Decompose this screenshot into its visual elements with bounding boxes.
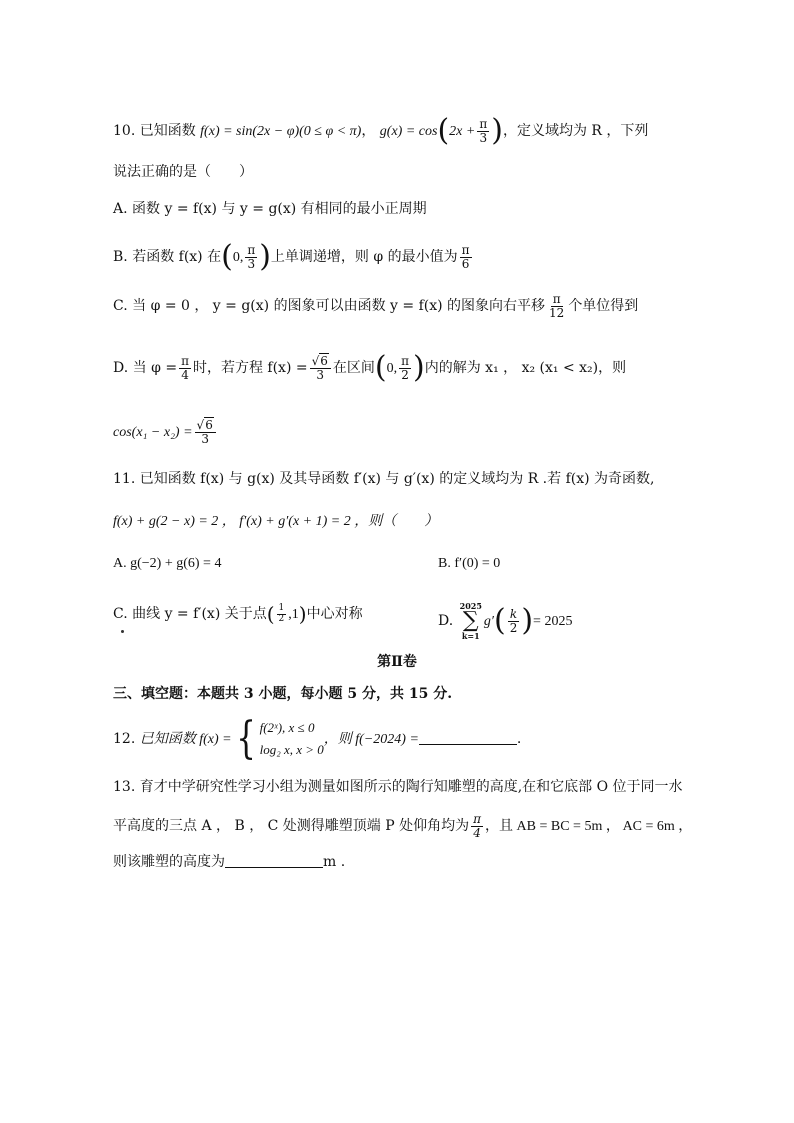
paren-left: (: [266, 602, 275, 626]
q10-a-text: A. 函数 y = f(x) 与 y = g(x) 有相同的最小正周期: [113, 201, 427, 217]
q11-option-b: [438, 553, 500, 574]
frac-num: π: [247, 242, 256, 257]
paren-right: ): [491, 113, 503, 148]
q10-line2: [113, 162, 253, 182]
answer-blank[interactable]: [419, 732, 517, 745]
frac-den: 4: [181, 367, 189, 382]
pi-over-2: [399, 355, 411, 381]
frac-num: π: [479, 116, 488, 131]
summation: [460, 602, 482, 640]
frac-num: k: [509, 606, 518, 621]
q13-line1: [113, 777, 683, 797]
q11-stem-a: 已知函数 f(x) 与 g(x) 及其导函数 f′(x) 与 g′(x) 的定义域均为 R .若 f(x) 为奇函数,: [139, 471, 655, 487]
q12-end: .: [516, 731, 522, 747]
q13-line3-b: m .: [323, 854, 346, 870]
case-2: log₂ x, x > 0: [259, 742, 324, 757]
q13-line2-a: 平高度的三点 A ， B ， C 处测得雕塑顶端 P 处仰角均为: [113, 818, 470, 835]
stray-dot: [121, 630, 124, 633]
q11-option-c: [113, 604, 363, 625]
frac-num: √6: [195, 419, 216, 433]
paren-left: (: [493, 603, 506, 638]
frac-den: 3: [479, 130, 488, 145]
sqrt6-over-3: [310, 355, 331, 381]
q11-line1: [113, 469, 654, 489]
paren-right: ): [298, 602, 307, 626]
q11-d-g: g′: [483, 614, 494, 629]
paren-right: ): [413, 350, 425, 385]
half-fraction: [277, 604, 287, 624]
q12-line: [113, 713, 522, 764]
q10-option-d: [113, 350, 627, 385]
q13-label: 13.: [113, 779, 136, 795]
q11-label: 11.: [113, 471, 136, 487]
q10-line1: [113, 113, 649, 148]
q11-stem-b: f(x) + g(2 − x) = 2 ， f′(x) + g′(x + 1) = 2 ，则（ ）: [113, 514, 439, 529]
q11-option-d: [438, 602, 572, 640]
q10-stem-a: 已知函数: [139, 123, 196, 139]
radicand: 6: [205, 418, 213, 432]
q11-c-text-a: C. 曲线 y = f′(x) 关于点: [113, 606, 267, 622]
part2-title: 第Ⅱ卷: [377, 654, 417, 670]
frac-den: 3: [201, 431, 210, 446]
q10-d-interval: 0,: [386, 361, 398, 376]
q10-label: 10.: [113, 123, 136, 139]
frac-num: π: [461, 242, 470, 257]
q10-d-text-c: 在区间: [332, 360, 375, 376]
frac-den: 6: [461, 256, 470, 271]
pi-over-3: [245, 244, 257, 270]
q10-option-c: [113, 293, 638, 319]
radicand: 6: [320, 353, 328, 368]
q10-d-text-b: 时，若方程 f(x) =: [192, 360, 308, 376]
q11-a-text: A. g(−2) + g(6) = 4: [113, 556, 222, 571]
q11-c-text-b: ,1: [288, 607, 299, 622]
frac-den: 4: [473, 825, 481, 840]
q10-d-text-a: D. 当 φ =: [113, 360, 178, 376]
q10-b-text-a: B. 若函数 f(x) 在: [113, 249, 222, 265]
paren-left: (: [374, 350, 387, 385]
paren-left: (: [437, 113, 450, 148]
q10-c-text-a: C. 当 φ = 0 ， y = g(x) 的图象可以由函数 y = f(x) 的图象向右平移: [113, 298, 546, 315]
q10-c-text-b: 个单位得到: [568, 298, 639, 315]
frac-num: π: [473, 812, 482, 826]
pi-over-6: [460, 244, 472, 270]
q12-stem-a: 已知函数 f(x) =: [139, 732, 232, 747]
pi-over-12: [547, 293, 566, 319]
sigma-symbol: ∑: [462, 608, 479, 633]
q10-f-def: f(x) = sin(2x − φ)(0 ≤ φ < π): [200, 124, 362, 139]
piecewise-cases: [260, 717, 324, 761]
q10-sep: ，: [361, 123, 376, 139]
pi-over-3: [477, 118, 489, 144]
case-1: f(2ˣ), x ≤ 0: [259, 720, 315, 735]
frac-den: 3: [247, 256, 256, 271]
section-heading: 三、填空题：本题共 3 小题，每小题 5 分，共 15 分.: [113, 686, 453, 702]
q13-line1-text: 育才中学研究性学习小组为测量如图所示的陶行知雕塑的高度,在和它底部 O 位于同一水: [139, 779, 683, 795]
q11-option-a: [113, 553, 221, 574]
k-over-2: [508, 608, 520, 634]
pi-over-4: [471, 813, 483, 839]
frac-num: π: [401, 353, 409, 368]
q10-option-d-cont: [113, 419, 218, 445]
frac-den: 3: [316, 367, 325, 382]
sqrt6-over-3: [195, 419, 216, 445]
q12-stem-b: ，则 f(−2024) =: [323, 732, 419, 747]
sum-upper: 2025: [459, 601, 482, 611]
q10-b-interval: 0,: [232, 250, 244, 265]
frac-den: 2: [509, 620, 518, 635]
q10-d-text-e: cos(x₁ − x₂) =: [113, 425, 193, 441]
q10-option-a: [113, 199, 427, 219]
q13-line2-b: ，且 AB = BC = 5m ， AC = 6m ，: [485, 819, 693, 835]
q10-b-text-b: 上单调递增，则 φ 的最小值为: [270, 249, 458, 265]
q10-stem-c: 说法正确的是（ ）: [113, 164, 253, 180]
frac-num: √6: [310, 355, 331, 369]
q13-line2: [113, 813, 692, 839]
q10-option-b: [113, 239, 474, 274]
paren-left: (: [221, 239, 233, 274]
q13-line3: [113, 852, 345, 872]
frac-den: 2: [278, 613, 285, 624]
frac-num: π: [552, 292, 561, 306]
q10-stem-b: ，定义域均为 R ，下列: [502, 123, 649, 139]
frac-den: 2: [401, 367, 409, 382]
frac-num: π: [181, 353, 189, 368]
q11-d-label: D.: [438, 613, 454, 629]
q10-d-text-d: 内的解为 x₁ ， x₂ (x₁ < x₂)，则: [424, 360, 627, 376]
answer-blank[interactable]: [225, 855, 323, 868]
q11-c-text-c: 中心对称: [306, 606, 363, 622]
brace-left: {: [235, 713, 256, 764]
q12-label: 12.: [113, 731, 136, 747]
frac-num: 1: [278, 603, 285, 614]
q11-line2: [113, 511, 438, 532]
q11-b-text: B. f′(0) = 0: [438, 556, 501, 571]
paren-right: ): [259, 239, 271, 274]
sum-lower: k=1: [461, 631, 480, 641]
pi-over-4: [179, 355, 191, 381]
q11-d-eq: = 2025: [533, 614, 573, 629]
paren-right: ): [521, 603, 534, 638]
q13-line3-a: 则该雕塑的高度为: [113, 854, 225, 870]
frac-den: 12: [549, 305, 565, 320]
q10-g-def-prefix: g(x) = cos: [379, 124, 438, 139]
q10-g-arg: 2x +: [449, 124, 476, 139]
